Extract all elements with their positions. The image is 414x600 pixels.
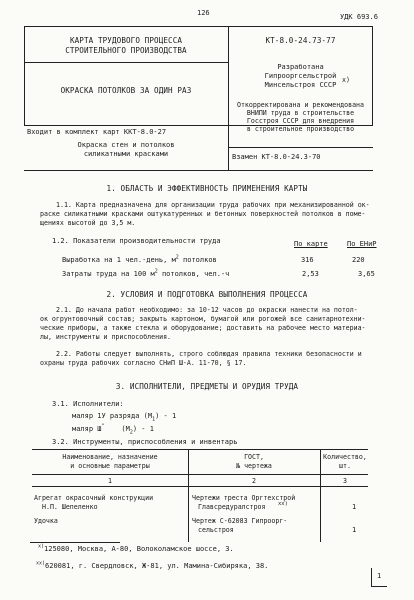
- column-header-card: По карте: [294, 240, 328, 248]
- card-code: КТ-8.0-24.73-77: [265, 36, 336, 45]
- row1-name-line1: Агрегат окрасочный конструкции: [34, 494, 154, 502]
- worker-1: маляр 1У разряда $(М_1) - 1$: [72, 412, 177, 423]
- udk-code: УДК 693.6: [340, 13, 378, 21]
- recommended-line2: ВНИПИ труда в строительстве: [246, 109, 355, 117]
- section-2-1-line2: ок огрунтовочный состав; закрыть картоном, бумагой или рогожей все санитарнотехни-: [40, 315, 366, 323]
- col-number-3: 3: [343, 477, 347, 485]
- developer-footnote-mark: х): [342, 76, 350, 84]
- section-1-2-title: 1.2. Показатели производительности труда: [52, 237, 221, 245]
- row2-name: Удочка: [34, 517, 58, 525]
- included-line3: силикатными красками: [83, 150, 169, 158]
- col-number-2: 2: [252, 477, 256, 485]
- row1-gost-footnote-mark: хх): [278, 501, 288, 507]
- section-2-1-line4: лы, инструменты и приспособления.: [40, 333, 172, 341]
- labor-card-value: 2,53: [302, 270, 319, 278]
- output-card-value: 316: [301, 256, 314, 264]
- col-number-1: 1: [108, 477, 112, 485]
- row2-gost-line2: сельстроя: [198, 526, 234, 534]
- row1-quantity: 1: [352, 503, 357, 511]
- developer-line1: Разработана: [277, 63, 324, 71]
- included-line2: Окраска стен и потолков: [77, 141, 175, 149]
- section-3-2-title: 3.2. Инструменты, приспособления и инвентарь: [52, 438, 238, 446]
- section-3-title: 3. ИСПОЛНИТЕЛИ, ПРЕДМЕТЫ И ОРУДИЯ ТРУДА: [115, 382, 299, 391]
- section-2-2-line1: 2.2. Работы следует выполнять, строго соблюдая правила техники безопасности и: [56, 350, 362, 358]
- column-header-enir: По ЕНиР: [347, 240, 377, 248]
- output-enir-value: 220: [352, 256, 365, 264]
- included-line1: Входит в комплект карт ККТ-8.0-27: [27, 128, 167, 136]
- col-qty-header-line1: Количество,: [323, 453, 367, 461]
- row2-gost-line1: Чертеж С-62083 Гипроорг-: [192, 517, 288, 525]
- section-2-title: 2. УСЛОВИЯ И ПОДГОТОВКА ВЫПОЛНЕНИЯ ПРОЦЕССА: [106, 290, 308, 299]
- col-qty-header-line2: шт.: [339, 462, 351, 470]
- section-2-2-line2: охраны труда рабочих согласно СНиП Ш-А. 11-70, § 17.: [40, 359, 247, 367]
- corner-mark: 1: [377, 572, 382, 580]
- section-2-1-line3: ческие приборы, а также стекла и оборудование; доставить на рабочее место материа-: [40, 324, 366, 332]
- row1-gost-line1: Чертежи треста Оргтехстрой: [192, 494, 296, 502]
- labor-enir-value: 3,65: [358, 270, 375, 278]
- recommended-line1: Откорректирована и рекомендована: [236, 101, 365, 109]
- row1-gost-line2: Главсредуралстроя: [198, 503, 266, 511]
- col-gost-header-line1: ГОСТ,: [244, 453, 264, 461]
- page-number: 126: [197, 9, 210, 17]
- section-1-1-line2: раске силикатными красками оштукатуренных и бетонных поверхностей потолков в поме-: [40, 210, 366, 218]
- footnote-1: $^{х)}$125080, Москва, А-80, Волоколамское шоссе, 3.: [38, 543, 234, 553]
- section-1-1-line1: 1.1. Карта предназначена для организации труда рабочих при механизированной ок-: [56, 201, 370, 209]
- recommended-line3: Госстроя СССР для внедрения: [246, 117, 355, 125]
- section-1-title: 1. ОБЛАСТЬ И ЭФФЕКТИВНОСТЬ ПРИМЕНЕНИЯ КАРТЫ: [106, 184, 308, 193]
- section-2-1-line1: 2.1. До начала работ необходимо: за 10-12 часов до окраски нанести на потол-: [56, 306, 358, 314]
- section-1-1-line3: щениях высотой до 3,5 м.: [40, 219, 136, 227]
- output-row-label: Выработка на 1 чел.-день, $м^2$ потолков: [62, 254, 217, 264]
- card-title-line1: КАРТА ТРУДОВОГО ПРОЦЕССА: [69, 36, 183, 45]
- col-gost-header-line2: № чертежа: [236, 462, 272, 470]
- row2-quantity: 1: [352, 526, 357, 534]
- recommended-line4: в строительное производство: [246, 125, 355, 133]
- developer-line3: Минсельстроя СССР: [264, 81, 337, 89]
- worker-2: маляр Ш" $(М_2) - 1$: [72, 423, 154, 436]
- labor-row-label: Затраты труда на 100 $м^2$ потолков, чел.-ч: [62, 268, 230, 278]
- row1-name-line2: Н.П. Шепеленко: [42, 503, 98, 511]
- col-name-header-line1: Наименование, назначение: [62, 453, 158, 461]
- developer-line2: Гипрооргсельстрой: [264, 72, 337, 80]
- card-title-line2: СТРОИТЕЛЬНОГО ПРОИЗВОДСТВА: [65, 46, 187, 55]
- col-name-header-line2: и основные параметры: [70, 462, 150, 470]
- process-name: ОКРАСКА ПОТОЛКОВ ЗА ОДИН РАЗ: [60, 86, 192, 95]
- section-3-1-title: 3.1. Исполнители:: [52, 400, 124, 408]
- footnote-2: $^{хх)}$620081, г. Свердловск, Ж-81, ул. Мамина-Сибиряка, 38.: [36, 560, 269, 570]
- replaces-card: Взамен КТ-8.0-24.3-70: [232, 153, 321, 161]
